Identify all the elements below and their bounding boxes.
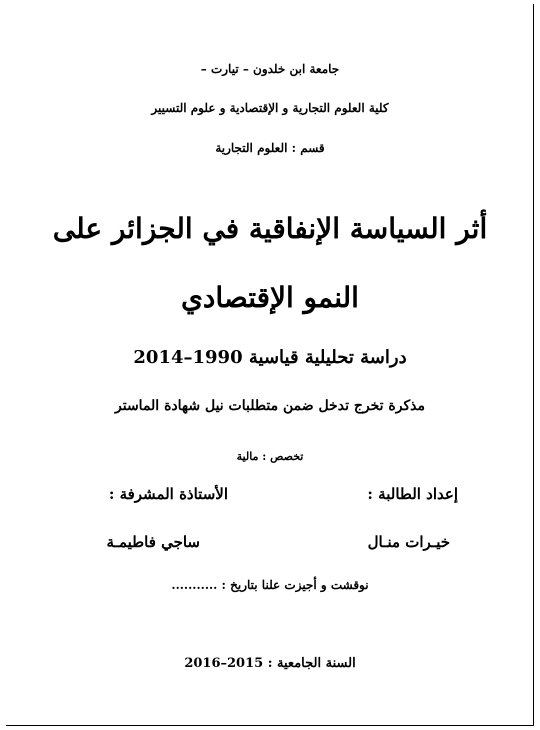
thesis-title-line-1: أثر السياسة الإنفاقية في الجزائر على bbox=[52, 212, 488, 245]
thesis-subtitle: دراسة تحليلية قياسية 1990–2014 bbox=[133, 347, 407, 368]
supervisor-name: ساجي فاطيمـة bbox=[106, 533, 200, 551]
supervisor-label: الأستاذة المشرفة : bbox=[108, 485, 228, 503]
memo-statement: مذكرة تخرج تدخل ضمن متطلبات نيل شهادة الماستر bbox=[115, 398, 425, 414]
faculty-name: كلية العلوم التجارية و الإقتصادية و علوم التسيير bbox=[151, 101, 389, 115]
specialty-label: تخصص : مالية bbox=[236, 450, 304, 463]
department-name: قسم : العلوم التجارية bbox=[215, 141, 325, 155]
university-name: جامعة ابن خلدون – تيارت – bbox=[200, 62, 340, 76]
student-name: خيـرات منـال bbox=[367, 533, 450, 551]
defense-date-line: نوقشت و أجيزت علنا بتاريخ : ........... bbox=[171, 578, 369, 592]
academic-year: السنة الجامعية : 2015–2016 bbox=[184, 656, 356, 671]
prepared-by-label: إعداد الطالبة : bbox=[367, 485, 458, 503]
thesis-title-line-2: النمو الإقتصادي bbox=[181, 281, 359, 314]
